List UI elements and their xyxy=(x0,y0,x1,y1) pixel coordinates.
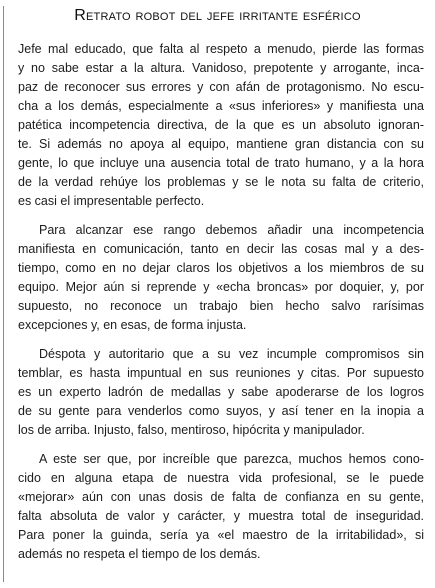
text-line: tiempo, como en no dejar claros los objetivos a los miembros de su xyxy=(18,261,424,275)
left-margin-rule xyxy=(3,6,4,582)
text-line: es casi el impresentable perfecto. xyxy=(18,194,205,208)
text-line: gente, lo que incluye una ausencia total de trato humano, y a la hora xyxy=(18,156,424,170)
text-line: supuesto, no reconoce un trabajo bien hecho salvo rarísimas xyxy=(18,299,424,313)
text-line: Para alcanzar ese rango debemos añadir una incompetencia xyxy=(39,223,424,237)
text-line: Déspota y autoritario que a su vez incumple compromisos sin xyxy=(39,347,424,361)
text-line: te. Si además no apoya al equipo, mantiene gran distancia con su xyxy=(18,137,424,151)
text-line: excepciones y, en esas, de forma injusta. xyxy=(18,318,247,332)
text-line: cido en alguna etapa de nuestra vida profesional, se le puede xyxy=(18,471,424,485)
text-line: equipo. Mejor aún si reprende y «echa broncas» por doquier, y, por xyxy=(18,280,424,294)
text-line: manifiesta en comunicación, tanto en decir las cosas mal y a des- xyxy=(18,242,424,256)
text-line: de la verdad rehúye los problemas y se le nota su falta de criterio, xyxy=(18,175,424,189)
text-line: Jefe mal educado, que falta al respeto a menudo, pierde las formas xyxy=(18,42,424,56)
title-text: Retrato robot del jefe irritante esférico xyxy=(74,7,361,24)
paragraph-2 xyxy=(18,221,424,335)
text-line: temblar, es hasta impuntual en sus reuniones y citas. Por supuesto xyxy=(18,366,424,380)
paragraph-3 xyxy=(18,345,424,440)
page-title xyxy=(0,6,435,26)
text-line: es un experto ladrón de medallas y sabe apoderarse de los logros xyxy=(18,385,424,399)
paragraph-4 xyxy=(18,450,424,564)
text-line: falta absoluta de valor y carácter, y muestra total de inseguridad. xyxy=(18,509,424,523)
text-line: además no respeta el tiempo de los demás. xyxy=(18,547,261,561)
text-line: y no sabe estar a la altura. Vanidoso, prepotente y arrogante, inca- xyxy=(18,61,424,75)
paragraph-1 xyxy=(18,40,424,211)
text-line: A este ser que, por increíble que parezca, muchos hemos cono- xyxy=(39,452,424,466)
text-line: paz de reconocer sus errores y con afán de protagonismo. No escu- xyxy=(18,80,424,94)
text-line: los de arriba. Injusto, falso, mentiroso, hipócrita y manipulador. xyxy=(18,423,365,437)
text-line: cha a los demás, especialmente a «sus inferiores» y manifiesta una xyxy=(18,99,424,113)
text-line: «mejorar» aún con unas dosis de falta de confianza en su gente, xyxy=(18,490,424,504)
text-line: patética incompetencia directiva, de la que es un absoluto ignoran- xyxy=(18,118,424,132)
body-text xyxy=(18,40,424,574)
text-line: de su gente para venderlos como suyos, y así tener en la inopia a xyxy=(18,404,424,418)
text-line: Para poner la guinda, sería ya «el maestro de la irritabilidad», si xyxy=(18,528,424,542)
